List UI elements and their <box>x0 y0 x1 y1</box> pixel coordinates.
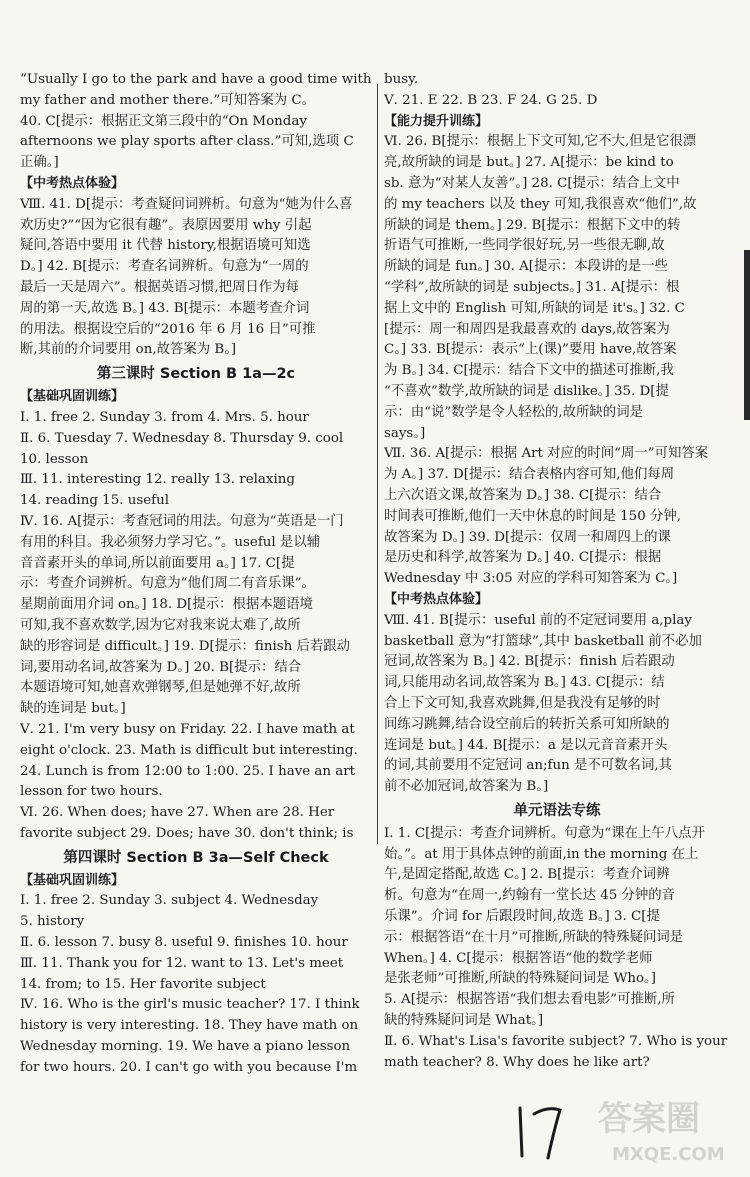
answer-line: 缺的特殊疑问词是 What。] <box>384 1013 544 1029</box>
answer-line: Ⅶ. 36. A[提示：根据 Art 对应的时间“周一”可知答案 <box>384 446 709 462</box>
answer-line: 缺的连词是 but。] <box>20 701 126 717</box>
site-watermark <box>590 1090 740 1170</box>
answer-line: Ⅵ. 26. B[提示：根据上下文可知,它不大,但是它很漂 <box>384 134 697 150</box>
answer-line: 亮,故所缺的词是 but。] 27. A[提示：be kind to <box>384 155 674 171</box>
answer-line: 析。句意为“在周一,约翰有一堂长达 45 分钟的音 <box>384 888 676 904</box>
handwritten-page-number <box>512 1100 574 1162</box>
answer-line: favorite subject 29. Does; have 30. don't think; is <box>20 825 354 841</box>
answer-line: 前不必加冠词,故答案为 B。] <box>384 779 549 795</box>
lesson-title: 单元语法专练 <box>513 802 601 819</box>
answer-line: history is very interesting. 18. They have math on <box>20 1018 359 1034</box>
answer-line: When。] 4. C[提示：根据答语“他的数学老师 <box>384 950 653 966</box>
answer-line: Ⅲ. 11. interesting 12. really 13. relaxing <box>20 472 295 488</box>
answer-line: 14. from; to 15. Her favorite subject <box>20 976 266 992</box>
answer-line: 10. lesson <box>20 451 89 467</box>
answer-line: 本题语境可知,她喜欢弹钢琴,但是她弹不好,故所 <box>20 680 301 696</box>
answer-line: 是历史和科学,故答案为 D。] 40. C[提示：根据 <box>384 550 662 566</box>
answer-line: 所缺的词是 them。] 29. B[提示：根据下文中的转 <box>384 217 681 233</box>
answer-line: 乐课”。介词 for 后跟段时间,故选 B。] 3. C[提 <box>384 909 660 925</box>
answer-line: “Usually I go to the park and have a good time with <box>20 72 372 87</box>
answer-line: 连词是 but。] 44. B[提示：a 是以元音音素开头 <box>384 737 668 753</box>
answer-line: 所缺的词是 fun。] 30. A[提示：本段讲的是一些 <box>384 259 668 275</box>
answer-line: D。] 42. B[提示：考查名词辨析。句意为“一周的 <box>20 259 309 275</box>
answer-line: 周的第一天,故选 B。] 43. B[提示：本题考查介词 <box>20 300 310 316</box>
answer-line: 的 my teachers 以及 they 可知,我很喜欢“他们”,故 <box>384 196 697 212</box>
answer-line: Ⅷ. 41. D[提示：考查疑问词辨析。句意为“她为什么喜 <box>20 196 353 212</box>
answer-line: 为 A。] 37. D[提示：结合表格内容可知,他们每周 <box>384 467 675 483</box>
answer-line: 40. C[提示：根据正文第三段中的“On Monday <box>20 113 307 129</box>
answer-line: 欢历史?”“因为它很有趣”。表原因要用 why 引起 <box>20 217 312 233</box>
answer-line: my father and mother there.”可知答案为 C。 <box>20 92 316 108</box>
answer-line: says。] <box>384 425 426 441</box>
answer-line: 最后一天是周六”。根据英语习惯,把周日作为每 <box>20 279 299 295</box>
answer-line: 合上下文可知,我喜欢跳舞,但是我没有足够的时 <box>384 695 661 711</box>
column-divider <box>377 84 378 844</box>
answer-line: 词,只能用动名词,故答案为 B。] 43. C[提示：结 <box>384 675 665 691</box>
answer-line: 示：考查介词辨析。句意为“他们周二有音乐课”。 <box>20 576 315 592</box>
answer-line: 缺的形容词是 difficult。] 19. D[提示：finish 后若跟动 <box>20 638 351 654</box>
answer-line: Wednesday 中 3:05 对应的学科可知答案为 C。] <box>384 571 678 587</box>
answer-line: Ⅲ. 11. Thank you for 12. want to 13. Let's meet <box>20 955 344 971</box>
answer-line: Ⅰ. 1. C[提示：考查介词辨析。句意为“课在上午八点开 <box>384 825 705 841</box>
right-column <box>384 70 730 1073</box>
answer-line: Ⅱ. 6. What's Lisa's favorite subject? 7. Who is your <box>384 1033 728 1049</box>
section-heading: 【中考热点体验】 <box>384 591 489 607</box>
answer-line: 午,是固定搭配,故选 C。] 2. B[提示：考查介词辨 <box>384 867 670 883</box>
answer-line: busy. <box>384 72 419 87</box>
answer-line: Ⅷ. 41. B[提示：useful 前的不定冠词要用 a,play <box>384 612 692 628</box>
answer-line: “学科”,故所缺的词是 subjects。] 31. A[提示：根 <box>384 279 680 295</box>
answer-line: Ⅳ. 16. A[提示：考查冠词的用法。句意为“英语是一门 <box>20 513 344 529</box>
answer-line: Ⅰ. 1. free 2. Sunday 3. from 4. Mrs. 5. hour <box>20 409 309 425</box>
answer-line: basketball 意为“打篮球”,其中 basketball 前不必加 <box>384 633 702 649</box>
answer-line: 可知,我不喜欢数学,因为它对我来说太难了,故所 <box>20 617 301 633</box>
answer-line: C。] 33. B[提示：表示“上(课)”要用 have,故答案 <box>384 342 677 358</box>
answer-line: 5. history <box>20 914 85 930</box>
answer-line: afternoons we play sports after class.”可知,选项 C <box>20 134 354 150</box>
answer-line: 示：根据答语“在十月”可推断,所缺的特殊疑问词是 <box>384 929 684 945</box>
answer-line: 24. Lunch is from 12:00 to 1:00. 25. I have an art <box>20 763 356 779</box>
answer-line: 有用的科目。我必须努力学习它。”。useful 是以辅 <box>20 534 321 550</box>
left-column <box>20 70 372 1079</box>
answer-line: 上六次语文课,故答案为 D。] 38. C[提示：结合 <box>384 487 662 503</box>
section-heading: 【中考热点体验】 <box>20 175 125 191</box>
answer-line: [提示：周一和周四是我最喜欢的 days,故答案为 <box>384 321 670 337</box>
answer-line: Ⅰ. 1. free 2. Sunday 3. subject 4. Wednesday <box>20 893 319 909</box>
answer-line: 词,要用动名词,故答案为 D。] 20. B[提示：结合 <box>20 659 302 675</box>
lesson-title: 第三课时 Section B 1a—2c <box>96 366 296 383</box>
answer-line: Ⅱ. 6. lesson 7. busy 8. useful 9. finishes 10. hour <box>20 935 348 951</box>
answer-line: 星期前面用介词 on。] 18. D[提示：根据本题语境 <box>20 597 313 613</box>
answer-line: 间练习跳舞,结合设空前后的转折关系可知所缺的 <box>384 716 670 732</box>
answer-line: 示：由“说”数学是令人轻松的,故所缺的词是 <box>384 404 643 420</box>
answer-line: Ⅴ. 21. E 22. B 23. F 24. G 25. D <box>384 92 598 108</box>
answer-line: 时间表可推断,他们一天中休息的时间是 150 分钟, <box>384 508 682 524</box>
answer-line: 正确。] <box>20 155 59 171</box>
answer-line: sb. 意为“对某人友善”。] 28. C[提示：结合上文中 <box>384 175 680 191</box>
answer-line: 冠词,故答案为 B。] 42. B[提示：finish 后若跟动 <box>384 654 675 670</box>
answer-line: for two hours. 20. I can't go with you because I'm <box>20 1059 358 1075</box>
section-heading: 【基础巩固训练】 <box>20 872 125 888</box>
answer-line: 14. reading 15. useful <box>20 493 170 509</box>
section-heading: 【基础巩固训练】 <box>20 389 125 405</box>
answer-line: 故答案为 D。] 39. D[提示：仅周一和周四上的课 <box>384 529 671 545</box>
answer-line: Ⅱ. 6. Tuesday 7. Wednesday 8. Thursday 9. cool <box>20 430 344 446</box>
answer-line: 据上文中的 English 可知,所缺的词是 it's。] 32. C <box>384 300 685 316</box>
answer-line: 折语气可推断,一些同学很好玩,另一些很无聊,故 <box>384 238 665 254</box>
answer-line: Wednesday morning. 19. We have a piano lesson <box>20 1039 351 1055</box>
answer-line: 的用法。根据设空后的“2016 年 6 月 16 日”可推 <box>20 321 316 337</box>
answer-line: 是张老师”可推断,所缺的特殊疑问词是 Who。] <box>384 971 656 987</box>
lesson-title: 第四课时 Section B 3a—Self Check <box>63 849 329 866</box>
page-edge-mark <box>744 250 750 420</box>
answer-line: Ⅳ. 16. Who is the girl's music teacher? 17. I think <box>20 997 360 1013</box>
answer-line: 5. A[提示：根据答语“我们想去看电影”可推断,所 <box>384 992 675 1008</box>
answer-line: 为 B。] 34. C[提示：结合下文中的描述可推断,我 <box>384 363 674 379</box>
answer-line: math teacher? 8. Why does he like art? <box>384 1054 650 1070</box>
answer-line: 音音素开头的单词,所以前面要用 a。] 17. C[提 <box>20 555 295 571</box>
answer-line: Ⅵ. 26. When does; have 27. When are 28. Her <box>20 805 335 821</box>
answer-line: 的词,其前要用不定冠词 an;fun 是不可数名词,其 <box>384 758 672 774</box>
answer-line: “不喜欢”数学,故所缺的词是 dislike。] 35. D[提 <box>384 383 669 399</box>
answer-line: 断,其前的介词要用 on,故答案为 B。] <box>20 342 237 358</box>
watermark-cn: 答案圈 <box>598 1099 700 1139</box>
answer-line: Ⅴ. 21. I'm very busy on Friday. 22. I have math at <box>20 721 355 737</box>
answer-line: lesson for two hours. <box>20 784 163 800</box>
answer-line: eight o'clock. 23. Math is difficult but interesting. <box>20 742 358 758</box>
watermark-url: MXQE.COM <box>612 1144 725 1165</box>
answer-line: 疑问,答语中要用 it 代替 history,根据语境可知选 <box>20 238 311 254</box>
answer-line: 始。”。at 用于具体点钟的前面,in the morning 在上 <box>384 846 699 862</box>
section-heading: 【能力提升训练】 <box>384 113 489 129</box>
